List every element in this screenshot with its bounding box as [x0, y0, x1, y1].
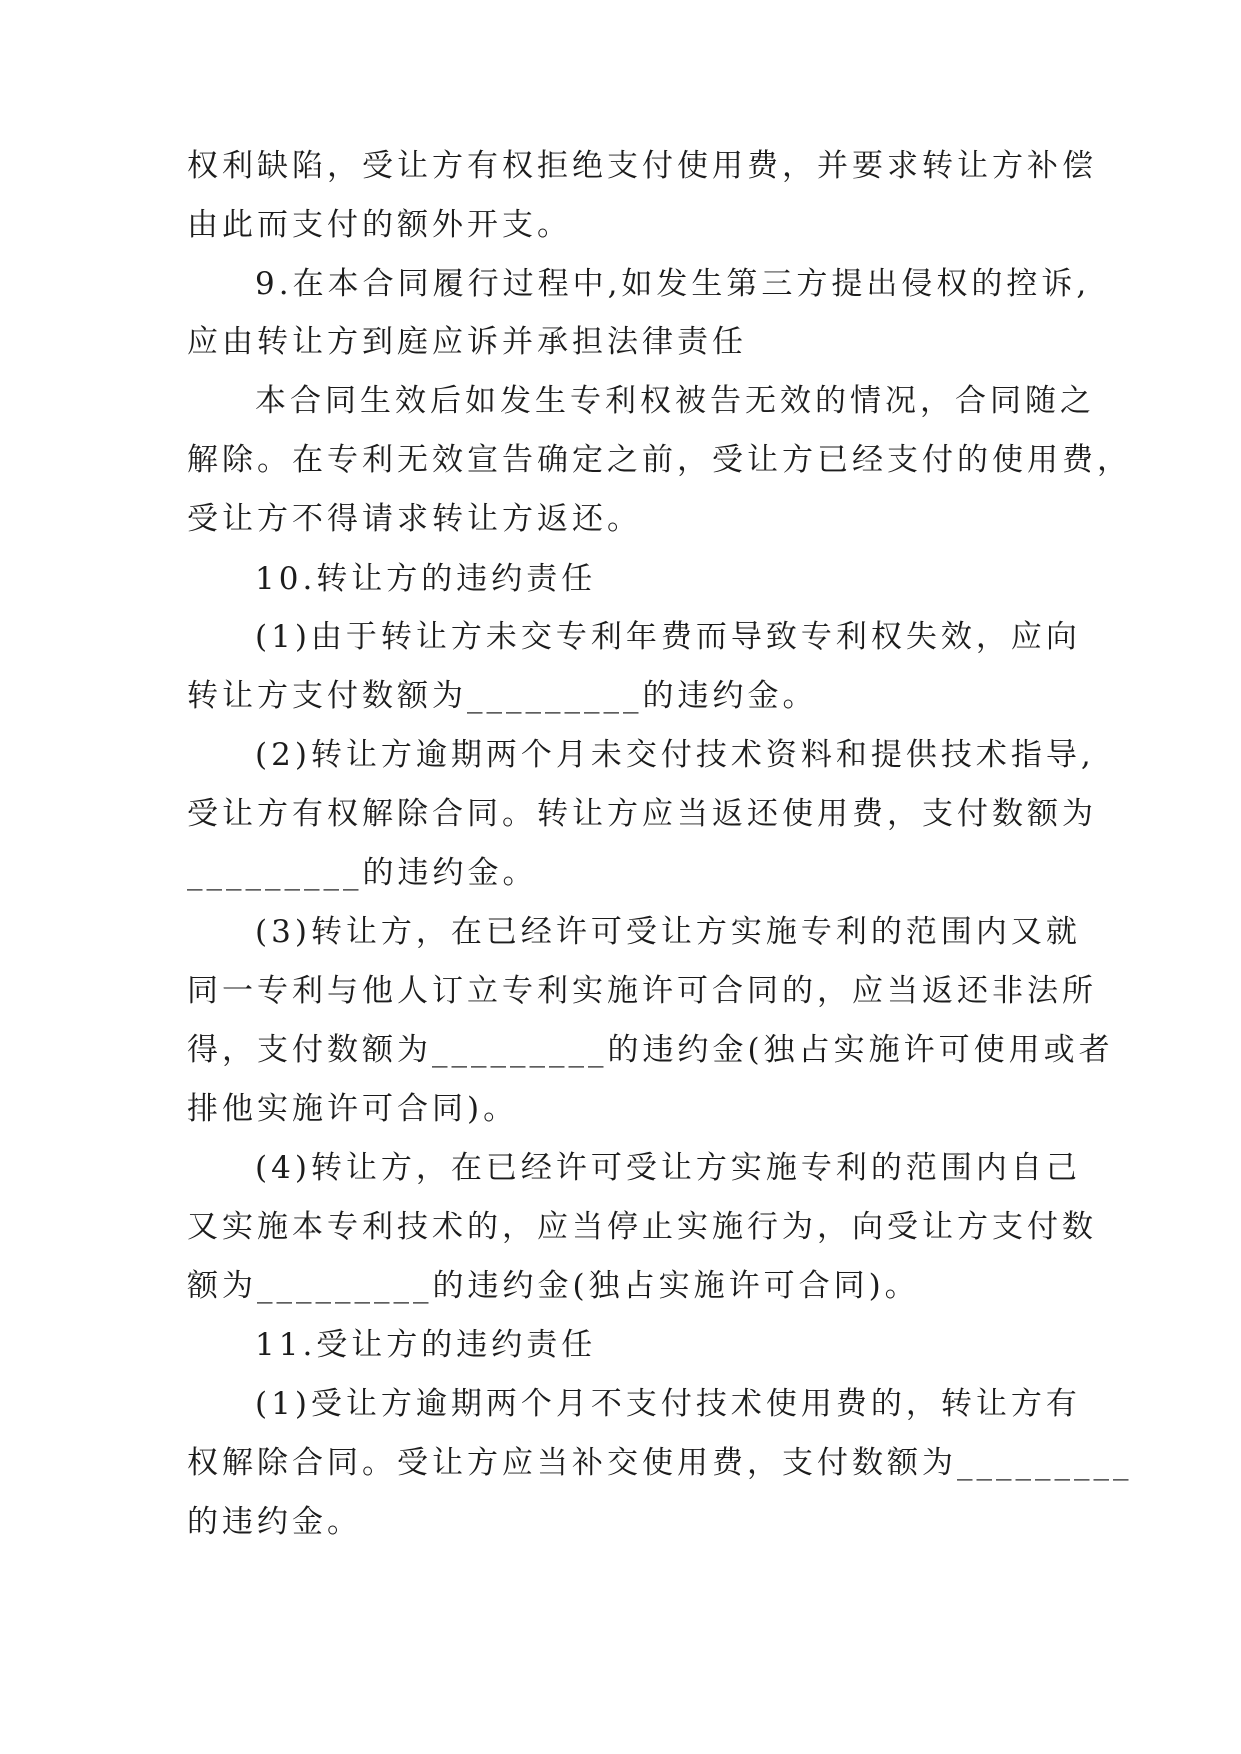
clause-10-1: (1)由于转让方未交专利年费而导致专利权失效，应向 [255, 619, 1081, 655]
text-line: 本合同生效后如发生专利权被告无效的情况，合同随之 [255, 383, 1095, 419]
text-line: _________的违约金。 [187, 855, 538, 891]
text-line: 解除。在专利无效宣告确定之前，受让方已经支付的使用费， [187, 442, 1132, 478]
text-line: 同一专利与他人订立专利实施许可合同的，应当返还非法所 [187, 973, 1097, 1009]
text-line: 应由转让方到庭应诉并承担法律责任 [187, 324, 747, 360]
clause-10-4: (4)转让方，在已经许可受让方实施专利的范围内自己 [255, 1150, 1081, 1186]
clause-10-2: (2)转让方逾期两个月未交付技术资料和提供技术指导, [255, 737, 1095, 773]
clause-11-1: (1)受让方逾期两个月不支付技术使用费的，转让方有 [255, 1386, 1081, 1422]
clause-10-3: (3)转让方，在已经许可受让方实施专利的范围内又就 [255, 914, 1081, 950]
text-line: 受让方有权解除合同。转让方应当返还使用费，支付数额为 [187, 796, 1097, 832]
text-line: 受让方不得请求转让方返还。 [187, 501, 642, 537]
text-line: 权解除合同。受让方应当补交使用费，支付数额为_________ [187, 1445, 1133, 1481]
text-line: 又实施本专利技术的，应当停止实施行为，向受让方支付数 [187, 1209, 1097, 1245]
text-line: 权利缺陷，受让方有权拒绝支付使用费，并要求转让方补偿 [187, 148, 1097, 184]
text-line: 由此而支付的额外开支。 [187, 207, 572, 243]
text-line: 转让方支付数额为_________的违约金。 [187, 678, 818, 714]
section-10-heading: 10.转让方的违约责任 [255, 561, 597, 597]
section-9-heading: 9.在本合同履行过程中,如发生第三方提出侵权的控诉, [255, 266, 1091, 302]
text-line: 的违约金。 [187, 1504, 362, 1540]
section-11-heading: 11.受让方的违约责任 [255, 1327, 597, 1363]
text-line: 排他实施许可合同)。 [187, 1091, 519, 1127]
text-line: 得，支付数额为_________的违约金(独占实施许可使用或者 [187, 1032, 1114, 1068]
text-line: 额为_________的违约金(独占实施许可合同)。 [187, 1268, 920, 1304]
